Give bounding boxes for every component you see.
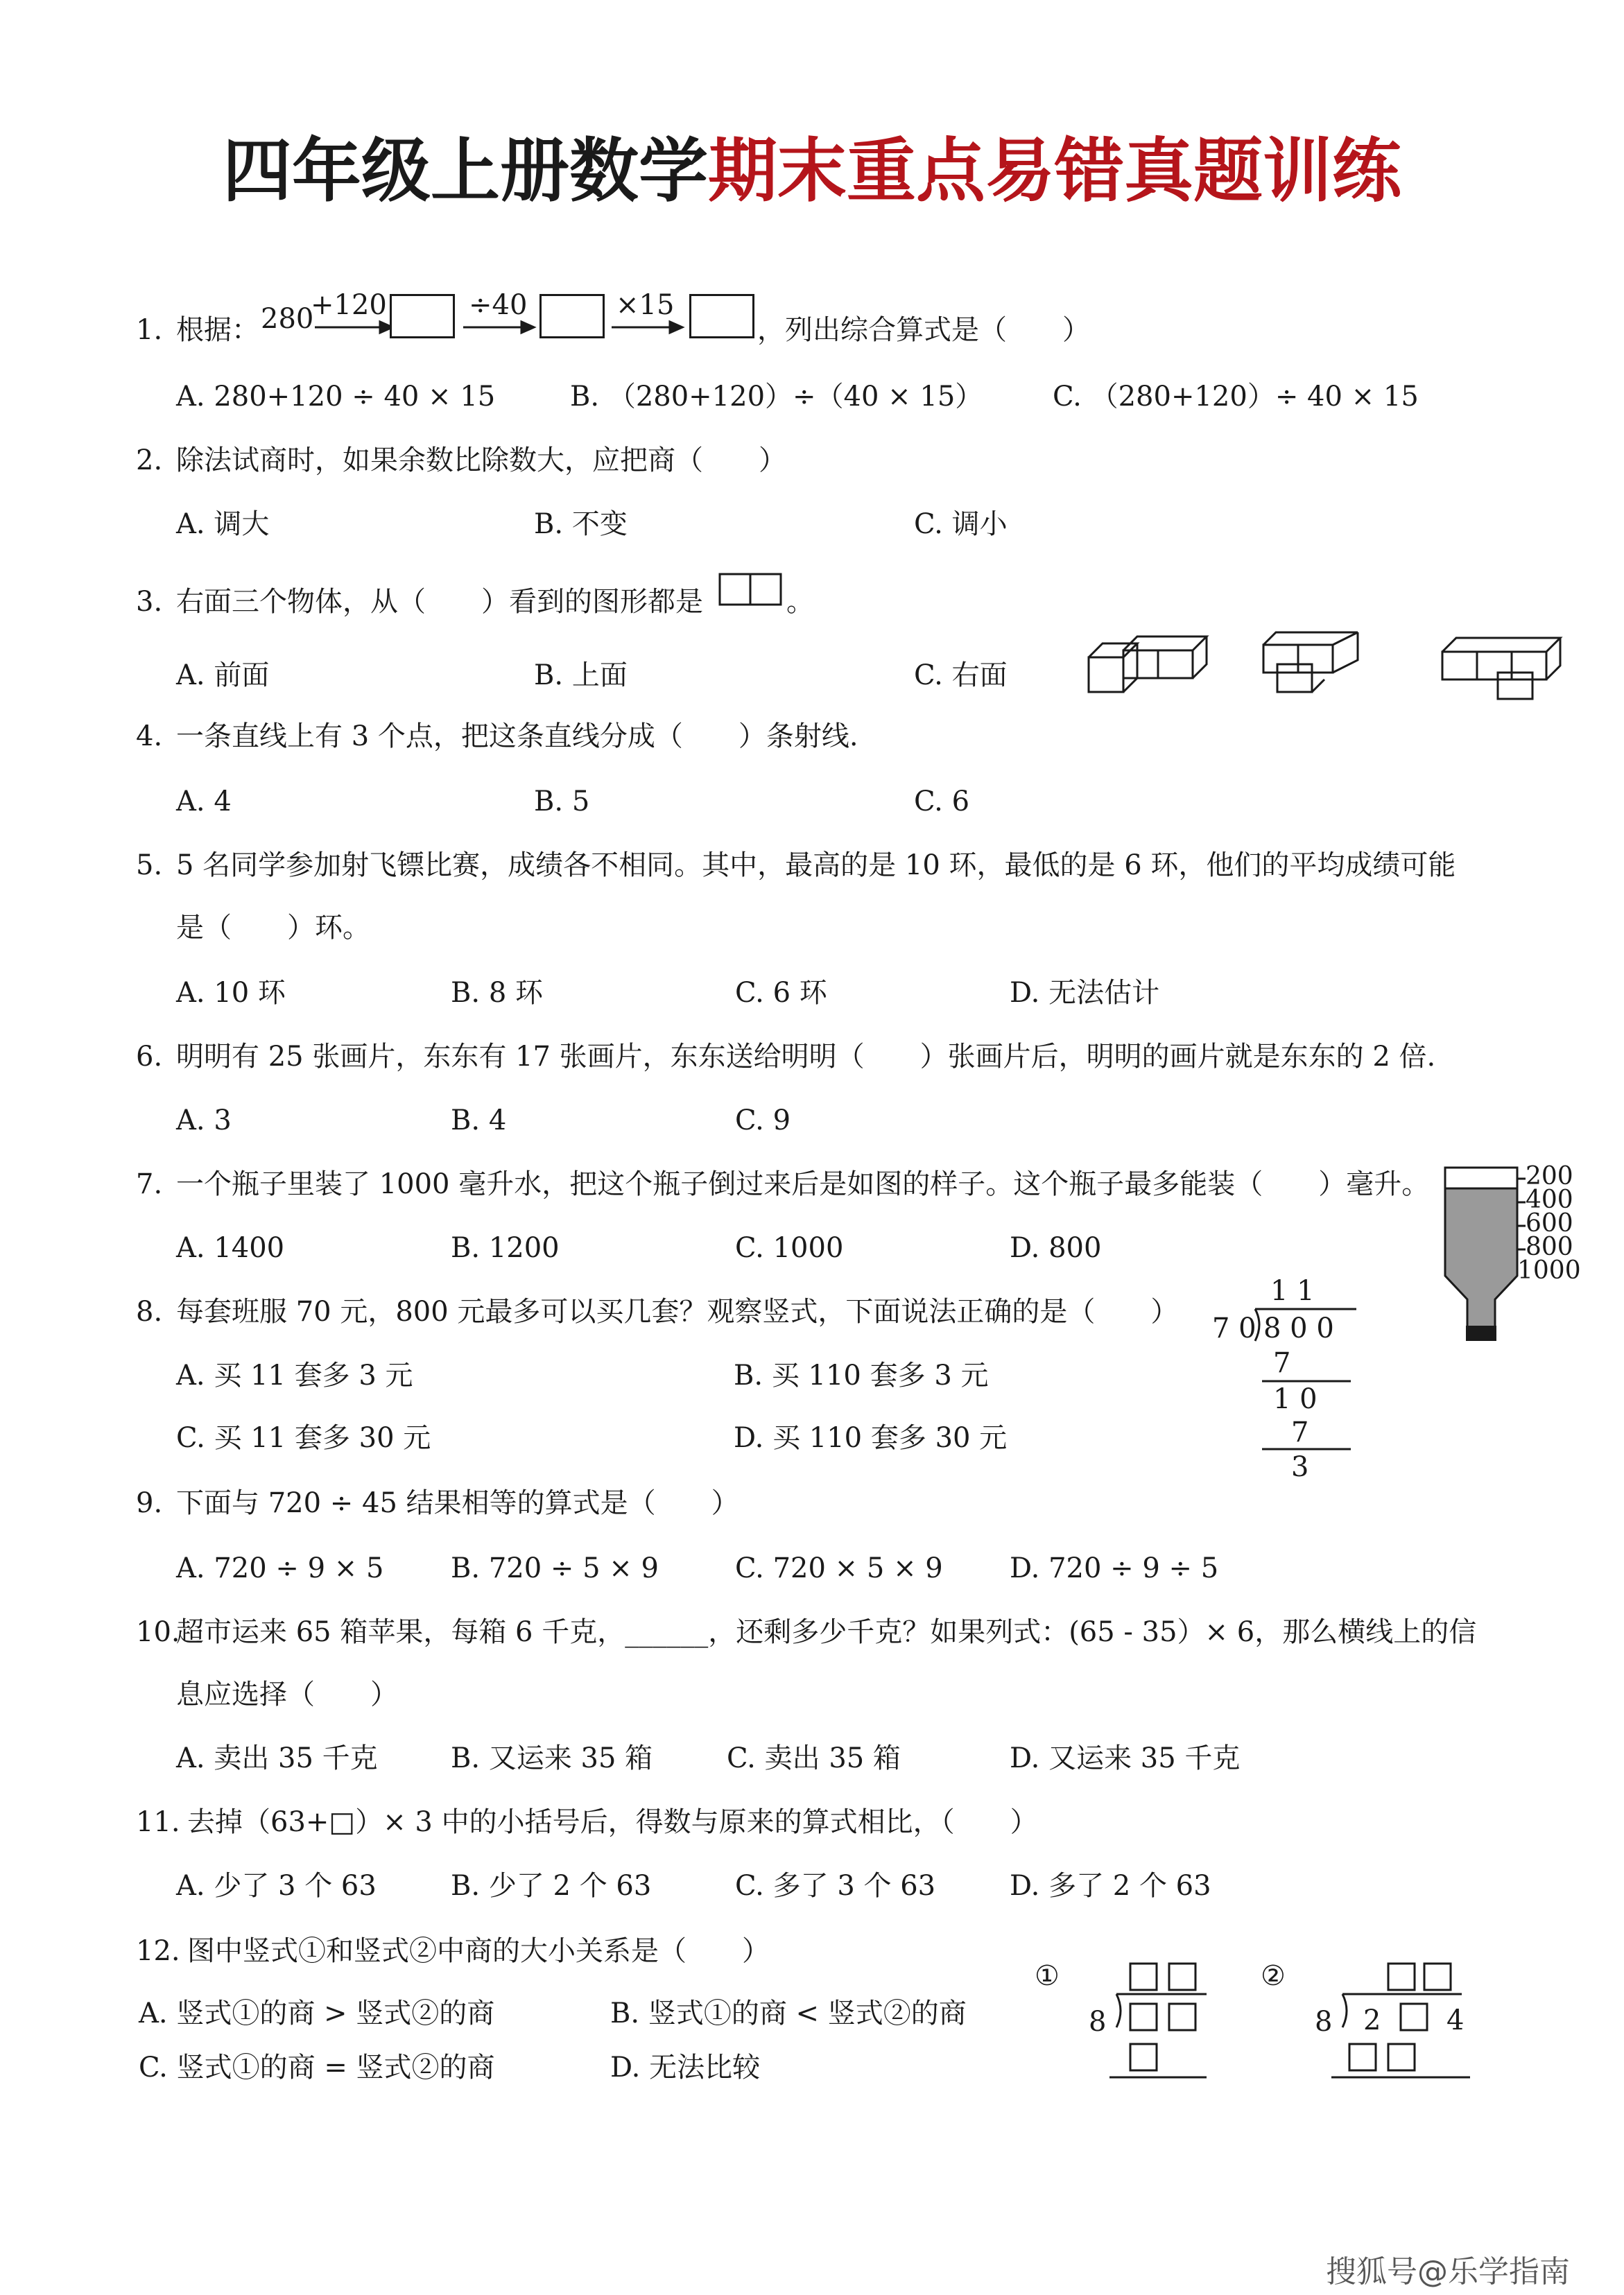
q10-option-c: C. 卖出 35 箱 [727, 1742, 901, 1774]
q4-stem: 一条直线上有 3 个点，把这条直线分成（ ）条射线. [176, 720, 858, 752]
q1-option-b: B. （280+120）÷（40 × 15） [570, 381, 983, 413]
q1-option-a: A. 280+120 ÷ 40 × 15 [176, 381, 496, 413]
q12-option-b: B. 竖式①的商 < 竖式②的商 [610, 1998, 967, 2029]
q8-division-row2: 1 0 [1273, 1383, 1318, 1415]
q9-option-c: C. 720 × 5 × 9 [735, 1552, 943, 1584]
q3-stem: 右面三个物体，从（ ）看到的图形都是 [176, 586, 703, 618]
q3-stem-end: 。 [786, 586, 814, 618]
q7-option-b: B. 1200 [451, 1232, 560, 1264]
q8-division-row3: 7 [1291, 1417, 1309, 1448]
q5-number: 5. [136, 849, 163, 881]
q7-scale-1000: 1000 [1517, 1256, 1581, 1285]
q7-option-d: D. 800 [1010, 1232, 1102, 1264]
q1-stem-post: ，列出综合算式是（ ） [757, 314, 1090, 346]
q7-stem: 一个瓶子里装了 1000 毫升水，把这个瓶子倒过来后是如图的样子。这个瓶子最多能装（ ）毫升。 [176, 1168, 1430, 1200]
q9-stem: 下面与 720 ÷ 45 结果相等的算式是（ ） [176, 1487, 739, 1519]
q6-option-c: C. 9 [735, 1105, 791, 1136]
q8-option-c: C. 买 11 套多 30 元 [176, 1422, 431, 1454]
q7-scale-400: 400 [1526, 1186, 1573, 1214]
q1-option-c: C. （280+120）÷ 40 × 15 [1053, 381, 1419, 413]
q9-option-a: A. 720 ÷ 9 × 5 [176, 1552, 384, 1584]
q7-option-c: C. 1000 [735, 1232, 844, 1264]
q10-option-d: D. 又运来 35 千克 [1010, 1742, 1241, 1774]
q8-division-divisor: 7 0 [1212, 1313, 1256, 1344]
q6-number: 6. [136, 1041, 163, 1073]
q12-label-2: ② [1261, 1960, 1286, 1992]
q10-stem-line2: 息应选择（ ） [176, 1679, 398, 1711]
q12-stem: 图中竖式①和竖式②中商的大小关系是（ ） [187, 1935, 770, 1967]
q5-option-b: B. 8 环 [451, 977, 543, 1009]
q1-flow-box-3 [689, 294, 754, 338]
q5-option-a: A. 10 环 [176, 977, 286, 1009]
q11-stem: 去掉（63+□）× 3 中的小括号后，得数与原来的算式相比，（ ） [187, 1806, 1038, 1838]
q1-flow-op1: +120 [311, 289, 387, 321]
q4-number: 4. [136, 720, 163, 752]
q10-stem: 超市运来 65 箱苹果，每箱 6 千克，______，还剩多少千克？如果列式：(65 - 35）× 6，那么横线上的信 [176, 1616, 1477, 1648]
q12-label-1: ① [1035, 1960, 1060, 1992]
q1-flow-box-2 [539, 294, 605, 338]
q8-stem: 每套班服 70 元，800 元最多可以买几套？观察竖式，下面说法正确的是（ ） [176, 1296, 1179, 1328]
q3-option-c: C. 右面 [914, 659, 1008, 691]
q8-option-b: B. 买 110 套多 3 元 [734, 1360, 989, 1392]
q7-scale-200: 200 [1526, 1162, 1573, 1190]
q12-option-c: C. 竖式①的商 = 竖式②的商 [139, 2052, 495, 2084]
q3-cube-objects [1082, 624, 1567, 707]
q10-number: 10. [136, 1616, 180, 1648]
q1-flow-box-1 [390, 294, 455, 338]
q6-stem: 明明有 25 张画片，东东有 17 张画片，东东送给明明（ ）张画片后，明明的画片就是东东的 2 倍. [176, 1041, 1436, 1073]
q5-stem: 5 名同学参加射飞镖比赛，成绩各不相同。其中，最高的是 10 环，最低的是 6 环，他们的平均成绩可能 [176, 849, 1456, 881]
q1-flow-op2: ÷40 [469, 289, 528, 321]
q9-option-d: D. 720 ÷ 9 ÷ 5 [1010, 1552, 1219, 1584]
q4-option-a: A. 4 [176, 786, 232, 817]
q8-division-row1: 7 [1273, 1347, 1291, 1379]
q8-division-quotient: 1 1 [1270, 1275, 1315, 1307]
q7-number: 7. [136, 1168, 163, 1200]
title-black-part: 四年级上册数学 [223, 130, 708, 211]
q5-option-c: C. 6 环 [735, 977, 827, 1009]
q9-number: 9. [136, 1487, 163, 1519]
q12-option-a: A. 竖式①的商 > 竖式②的商 [139, 1998, 495, 2029]
q8-division-lines [1234, 1297, 1366, 1463]
q11-number: 11. [136, 1806, 180, 1838]
q8-number: 8. [136, 1296, 163, 1328]
q3-option-a: A. 前面 [176, 659, 270, 691]
q4-option-b: B. 5 [534, 786, 590, 817]
q4-option-c: C. 6 [914, 786, 970, 817]
q12-digit-4: 4 [1446, 2004, 1465, 2036]
q12-divisor-1: 8 [1089, 2006, 1107, 2038]
q11-option-a: A. 少了 3 个 63 [176, 1870, 377, 1902]
q2-stem: 除法试商时，如果余数比除数大，应把商（ ） [176, 444, 786, 476]
q1-stem-pre: 根据： [176, 314, 259, 346]
q1-flow-start: 280 [261, 303, 314, 335]
q7-option-a: A. 1400 [176, 1232, 285, 1264]
q2-number: 2. [136, 444, 163, 476]
q6-option-b: B. 4 [451, 1105, 507, 1136]
q12-number: 12. [136, 1935, 180, 1967]
q10-option-a: A. 卖出 35 千克 [176, 1742, 378, 1774]
title-red-part: 期末重点易错真题训练 [708, 130, 1401, 211]
q3-number: 3. [136, 586, 163, 618]
q9-option-b: B. 720 ÷ 5 × 9 [451, 1552, 659, 1584]
q5-stem-line2: 是（ ）环。 [176, 912, 370, 944]
q12-digit-2: 2 [1363, 2004, 1381, 2036]
q5-option-d: D. 无法估计 [1010, 977, 1160, 1009]
q2-option-b: B. 不变 [534, 508, 628, 540]
q1-number: 1. [136, 314, 163, 346]
q7-bottle-figure [1440, 1162, 1523, 1349]
q8-option-a: A. 买 11 套多 3 元 [176, 1360, 413, 1392]
q1-flow-op3: ×15 [616, 289, 675, 321]
q12-divisor-2: 8 [1315, 2006, 1333, 2038]
q11-option-c: C. 多了 3 个 63 [735, 1870, 936, 1902]
q7-scale-600: 600 [1526, 1209, 1573, 1238]
q8-division-remainder: 3 [1291, 1451, 1309, 1483]
q12-division-figure [1082, 1955, 1498, 2094]
q3-two-squares-figure [718, 573, 788, 607]
q2-option-c: C. 调小 [914, 508, 1008, 540]
q2-option-a: A. 调大 [176, 508, 270, 540]
q3-option-b: B. 上面 [534, 659, 628, 691]
q8-division-dividend: 8 0 0 [1263, 1313, 1334, 1344]
q11-option-b: B. 少了 2 个 63 [451, 1870, 652, 1902]
q12-option-d: D. 无法比较 [610, 2052, 761, 2084]
q10-option-b: B. 又运来 35 箱 [451, 1742, 653, 1774]
watermark: 搜狐号@乐学指南 [1326, 2254, 1570, 2289]
q8-option-d: D. 买 110 套多 30 元 [734, 1422, 1008, 1454]
q11-option-d: D. 多了 2 个 63 [1010, 1870, 1211, 1902]
q7-scale-800: 800 [1526, 1233, 1573, 1261]
q6-option-a: A. 3 [176, 1105, 232, 1136]
